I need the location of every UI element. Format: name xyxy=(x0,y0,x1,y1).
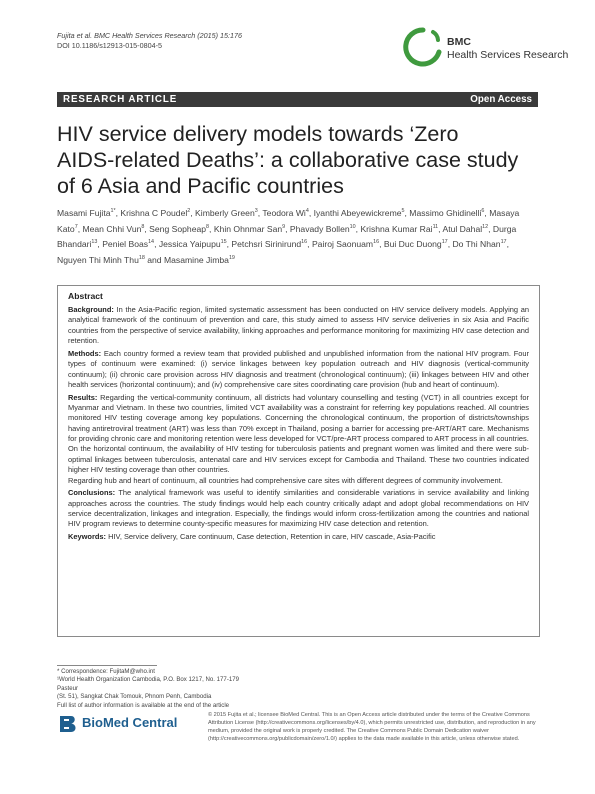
author-name: Iyanthi Abeyewickreme xyxy=(313,207,402,218)
abstract-conclusions xyxy=(68,488,529,529)
title-line: HIV service delivery models towards ‘Zero xyxy=(57,122,459,146)
abstract-methods xyxy=(68,349,529,390)
author-affiliation-marker: 5 xyxy=(401,208,405,214)
author-name: Kimberly Green xyxy=(195,207,255,218)
publisher-name: BioMed Central xyxy=(82,715,178,730)
article-type-bar xyxy=(57,92,538,107)
author-name: Peniel Boas xyxy=(102,238,149,249)
author-affiliation-marker: 13 xyxy=(91,239,98,246)
section-text: Each country formed a review team that provided published and unpublished information from the national HIV program. Four types of continuum were examined: (i) service linkages between key population outreach and HIV diagnosis (vertical-community continuum); (ii) chronic care provision across HIV diagnosis and treatment (chronological continuum); (iii) linkages between HIV and other health services (horizontal continuum); and (iv) comprehensive care sites coordinating care provision (hub and heart of continuum). xyxy=(68,348,529,389)
author-affiliation-marker: 16 xyxy=(373,239,380,246)
author-affiliation-marker: 7 xyxy=(74,223,78,230)
author-name: Masaya Kato xyxy=(57,207,520,234)
abstract-results xyxy=(68,393,529,445)
abstract-results-p3: Regarding hub and heart of continuum, all countries had comprehensive care sites with different degrees of community involvement. xyxy=(68,475,503,485)
abstract-heading: Abstract xyxy=(68,291,103,301)
affiliation-line: ¹World Health Organization Cambodia, P.O. Box 1217, No. 177-179 Pasteur xyxy=(57,676,240,692)
title-line: AIDS-related Deaths’: a collaborative case study xyxy=(57,148,519,172)
author-info-note: Full list of author information is available at the end of the article xyxy=(57,701,230,709)
author-name: Durga Bhandari xyxy=(57,223,517,249)
abstract-box xyxy=(57,285,540,637)
article-title xyxy=(57,121,527,199)
author-affiliation-marker: 1* xyxy=(110,208,116,214)
author-name: Mean Chhi Vun xyxy=(82,223,142,234)
author-name: Krishna C Poudel xyxy=(120,207,188,218)
article-type-label: RESEARCH ARTICLE xyxy=(63,93,178,105)
author-name: Khin Ohnmar San xyxy=(213,223,283,234)
logo-bmc-text: BMC xyxy=(447,36,471,48)
author-name: Pairoj Saonuam xyxy=(311,238,374,249)
journal-logo xyxy=(403,26,569,74)
abstract-keywords xyxy=(68,532,529,542)
author-affiliation-marker: 3 xyxy=(254,208,258,214)
section-label: Keywords: xyxy=(68,532,107,542)
citation xyxy=(57,31,242,51)
section-text: The analytical framework was useful to identify similarities and considerable variations in service availability and linking approaches across the countries. The study findings would help each country critically adapt and adopt global recommendations on HIV service decentralization, linkages and integration. Especially, the findings would inform cross-fertilization among the countries and national HIV program reviews to determine county-specific measures for maximizing HIV case detection and retention. xyxy=(68,488,529,529)
author-name: Bui Duc Duong xyxy=(383,238,442,249)
author-and: and xyxy=(147,254,162,265)
author-affiliation-marker: 17 xyxy=(500,239,507,246)
section-text: In the Asia-Pacific region, limited systematic assessment has been conducted on HIV service delivery models. Applying an analytical framework of the continuum of prevention and care, this study aimed to assess HIV service deliveries in six Asia and Pacific countries from the perspective of service availability, linking approaches and performance monitoring for maximizing HIV case detection and retention. xyxy=(68,305,529,346)
author-affiliation-marker: 8 xyxy=(141,223,145,230)
author-affiliation-marker: 16 xyxy=(301,239,308,246)
author-name: Teodora Wi xyxy=(262,207,306,218)
author-affiliation-marker: 19 xyxy=(228,254,235,261)
author-name: Jessica Yaipupu xyxy=(158,238,221,249)
author-name: Phavady Bollen xyxy=(289,223,350,234)
author-name: Krishna Kumar Rai xyxy=(360,223,433,234)
author-affiliation-marker: 10 xyxy=(349,223,356,230)
author-affiliation-marker: 6 xyxy=(481,208,485,214)
section-label: Background: xyxy=(68,305,114,314)
author-affiliation-marker: 12 xyxy=(482,223,489,230)
biomed-central-icon xyxy=(57,714,79,734)
author-list: Masami Fujita$^{1*}$, Krishna C Poudel$^2$, Kimberly Green$^3$, Teodora Wi$^4$, Iyanthi Abeyewickreme$^5$, Massimo Ghidinelli$^6$, Masaya Kato$^7$, Mean Chhi Vun$^8$, Seng Sopheap$^8$, Khin Ohnmar San$^9$, Phavady Bollen$^{10}$, Krishna Kumar Rai$^{11}$, Atul Dahal$^{12}$, Durga Bhandari$^{13}$, Peniel Boas$^{14}$, Jessica Yaipupu$^{15}$, Petchsri Sirinirund$^{16}$, Pairoj Saonuam$^{16}$, Bui Duc Duong$^{17}$, Do Thi Nhan$^{17}$, Nguyen Thi Minh Thu$^{18}$ and Masamine Jimba$^{19}$ xyxy=(57,207,520,265)
author-affiliation-marker: 14 xyxy=(148,239,155,246)
abstract-results-p2: On the horizontal continuum, the availability of HIV testing for tuberculosis patients and pregnant women was limited and there were sub-optimal linkages between tuberculosis, antenatal care and HIV services except for Cambodia and Thailand. These two countries indicated higher HIV testing coverage than other countries. xyxy=(68,444,529,475)
title-line: of 6 Asia and Pacific countries xyxy=(57,174,344,198)
author-affiliation-marker: 15 xyxy=(220,239,227,246)
author-name: Masami Fujita xyxy=(57,207,111,218)
author-affiliation-marker: 18 xyxy=(138,254,145,261)
section-label: Methods: xyxy=(68,348,102,358)
author-name: Massimo Ghidinelli xyxy=(409,207,482,218)
author-name: Nguyen Thi Minh Thu xyxy=(57,254,139,265)
author-name: Do Thi Nhan xyxy=(452,238,501,249)
section-label: Conclusions: xyxy=(68,488,116,498)
author-affiliation-marker: 2 xyxy=(187,208,191,214)
doi-line: DOI 10.1186/s12913-015-0804-5 xyxy=(57,41,162,50)
footnotes xyxy=(57,668,257,710)
section-label: Results: xyxy=(68,392,98,402)
author-affiliation-marker: 11 xyxy=(432,223,439,230)
author-affiliation-marker: 4 xyxy=(305,208,309,214)
affiliation-line: (St. 51), Sangkat Chak Tomouk, Phnom Penh, Cambodia xyxy=(57,693,212,701)
author-affiliation-marker: 8 xyxy=(206,223,210,230)
author-name: Atul Dahal xyxy=(442,223,483,234)
correspondence-email[interactable]: * Correspondence: FujitaM@who.int xyxy=(57,668,155,675)
abstract-background xyxy=(68,305,529,346)
citation-line: Fujita et al. BMC Health Services Research (2015) 15:176 xyxy=(57,31,242,40)
author-name: Seng Sopheap xyxy=(149,223,207,234)
author-name: Masamine Jimba xyxy=(163,254,229,265)
author-name: Petchsri Sirinirund xyxy=(231,238,302,249)
footnote-divider xyxy=(57,665,157,666)
bmc-swirl-icon xyxy=(403,26,443,72)
author-affiliation-marker: 9 xyxy=(282,223,286,230)
author-affiliation-marker: 17 xyxy=(441,239,448,246)
license-text: © 2015 Fujita et al.; licensee BioMed Central. This is an Open Access article distributed under the terms of the Creative Commons Attribution License (http://creativecommons.org/licenses/by/4.0), which permits unrestricted use, distribution, and reproduction in any medium, provided the original work is properly credited. The Creative Commons Public Domain Dedication waiver (http://creativecommons.org/publicdomain/zero/1.0/) applies to the data made available in this article, unless otherwise stated. xyxy=(208,712,536,743)
section-text: HIV, Service delivery, Care continuum, Case detection, Retention in care, HIV cascade, Asia-Pacific xyxy=(108,532,436,542)
logo-journal-name: Health Services Research xyxy=(447,49,569,61)
section-text: Regarding the vertical-community continuum, all districts had voluntary counselling and testing (VCT) in all countries except for Myanmar and Vietnam. In these two countries, limited VCT availability was a constraint for referring key populations reached. All countries monitored HIV testing coverage among key populations. Concerning the chronological continuum, the proportion of districts/townships having antiretroviral treatment (ART) was less than 70% except in Thailand, posing a barrier for accessing pre-ART/ART care. Mechanisms for providing chronic care and monitoring retention were less developed for VCT/pre-ART process compared to ART process in all countries. xyxy=(68,392,529,444)
open-access-label: Open Access xyxy=(470,93,532,105)
publisher-logo xyxy=(57,713,177,735)
